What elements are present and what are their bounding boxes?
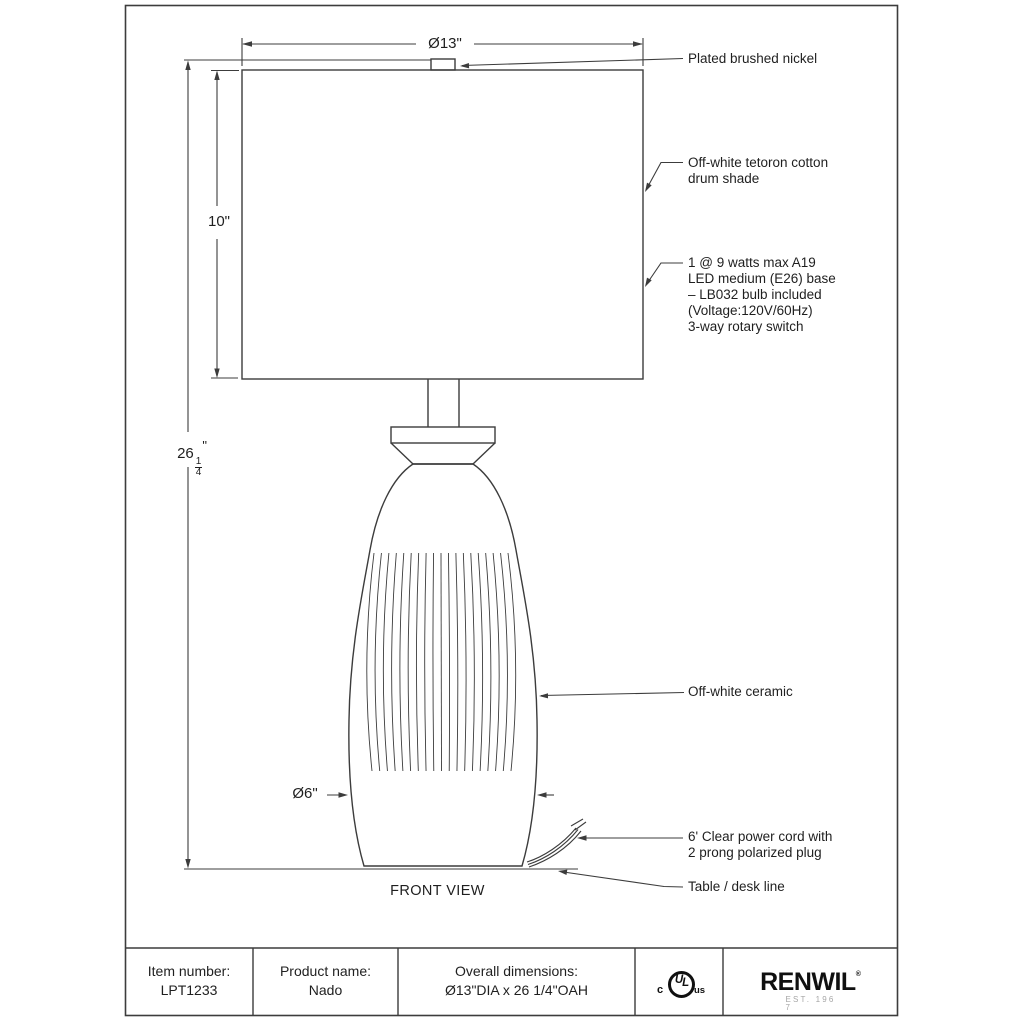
annotation-shade: Off-white tetoron cotton drum shade xyxy=(688,155,829,186)
item-number-value: LPT1233 xyxy=(160,982,218,998)
annotation-cord: 6' Clear power cord with 2 prong polarized plug xyxy=(688,829,833,860)
dim-base-diameter xyxy=(322,792,554,797)
front-view-caption: FRONT VIEW xyxy=(390,883,485,899)
footer-overall-dimensions xyxy=(398,948,635,1016)
annotation-bulb: 1 @ 9 watts max A19 LED medium (E26) base – LB032 bulb included (Voltage:120V/60Hz) 3-way rotary switch xyxy=(688,255,836,334)
ul-c-mark: c xyxy=(657,984,664,996)
annotation-leaders xyxy=(460,59,684,888)
brand-wordmark: RENWIL® xyxy=(760,968,861,996)
annotation-ceramic: Off-white ceramic xyxy=(688,684,793,699)
product-name-value: Nado xyxy=(308,982,343,998)
annotation-finial: Plated brushed nickel xyxy=(688,51,818,66)
dim-label-shade-diameter: Ø13" xyxy=(416,35,474,52)
dim-label-shade-height: 10" xyxy=(197,213,241,230)
annotation-table-line: Table / desk line xyxy=(688,879,785,894)
ul-us-mark: us xyxy=(694,985,706,996)
overall-dimensions-value: Ø13"DIA x 26 1/4"OAH xyxy=(444,982,588,998)
renwil-logo xyxy=(723,948,898,1016)
brand-established: EST. 196 7 xyxy=(785,995,836,1012)
item-number-label: Item number: xyxy=(147,963,231,979)
ul-certification-logo xyxy=(635,948,723,1016)
lamp-body-outline xyxy=(349,379,537,866)
footer-item-number xyxy=(125,948,253,1016)
footer-product-name xyxy=(253,948,398,1016)
power-cord-shape xyxy=(527,819,586,867)
dim-label-base-diameter: Ø6" xyxy=(283,785,327,802)
ceramic-ribs xyxy=(367,553,516,771)
dim-label-overall-height: 26 $\frac{1}{4}$ " xyxy=(166,437,218,463)
product-name-label: Product name: xyxy=(279,963,372,979)
ul-monogram: UL xyxy=(674,974,689,989)
finial-shape xyxy=(431,59,455,70)
lamp-shade-outline xyxy=(242,59,643,379)
overall-dimensions-label: Overall dimensions: xyxy=(455,963,578,979)
ul-circle-icon xyxy=(668,971,695,998)
registered-mark: ® xyxy=(855,971,861,978)
